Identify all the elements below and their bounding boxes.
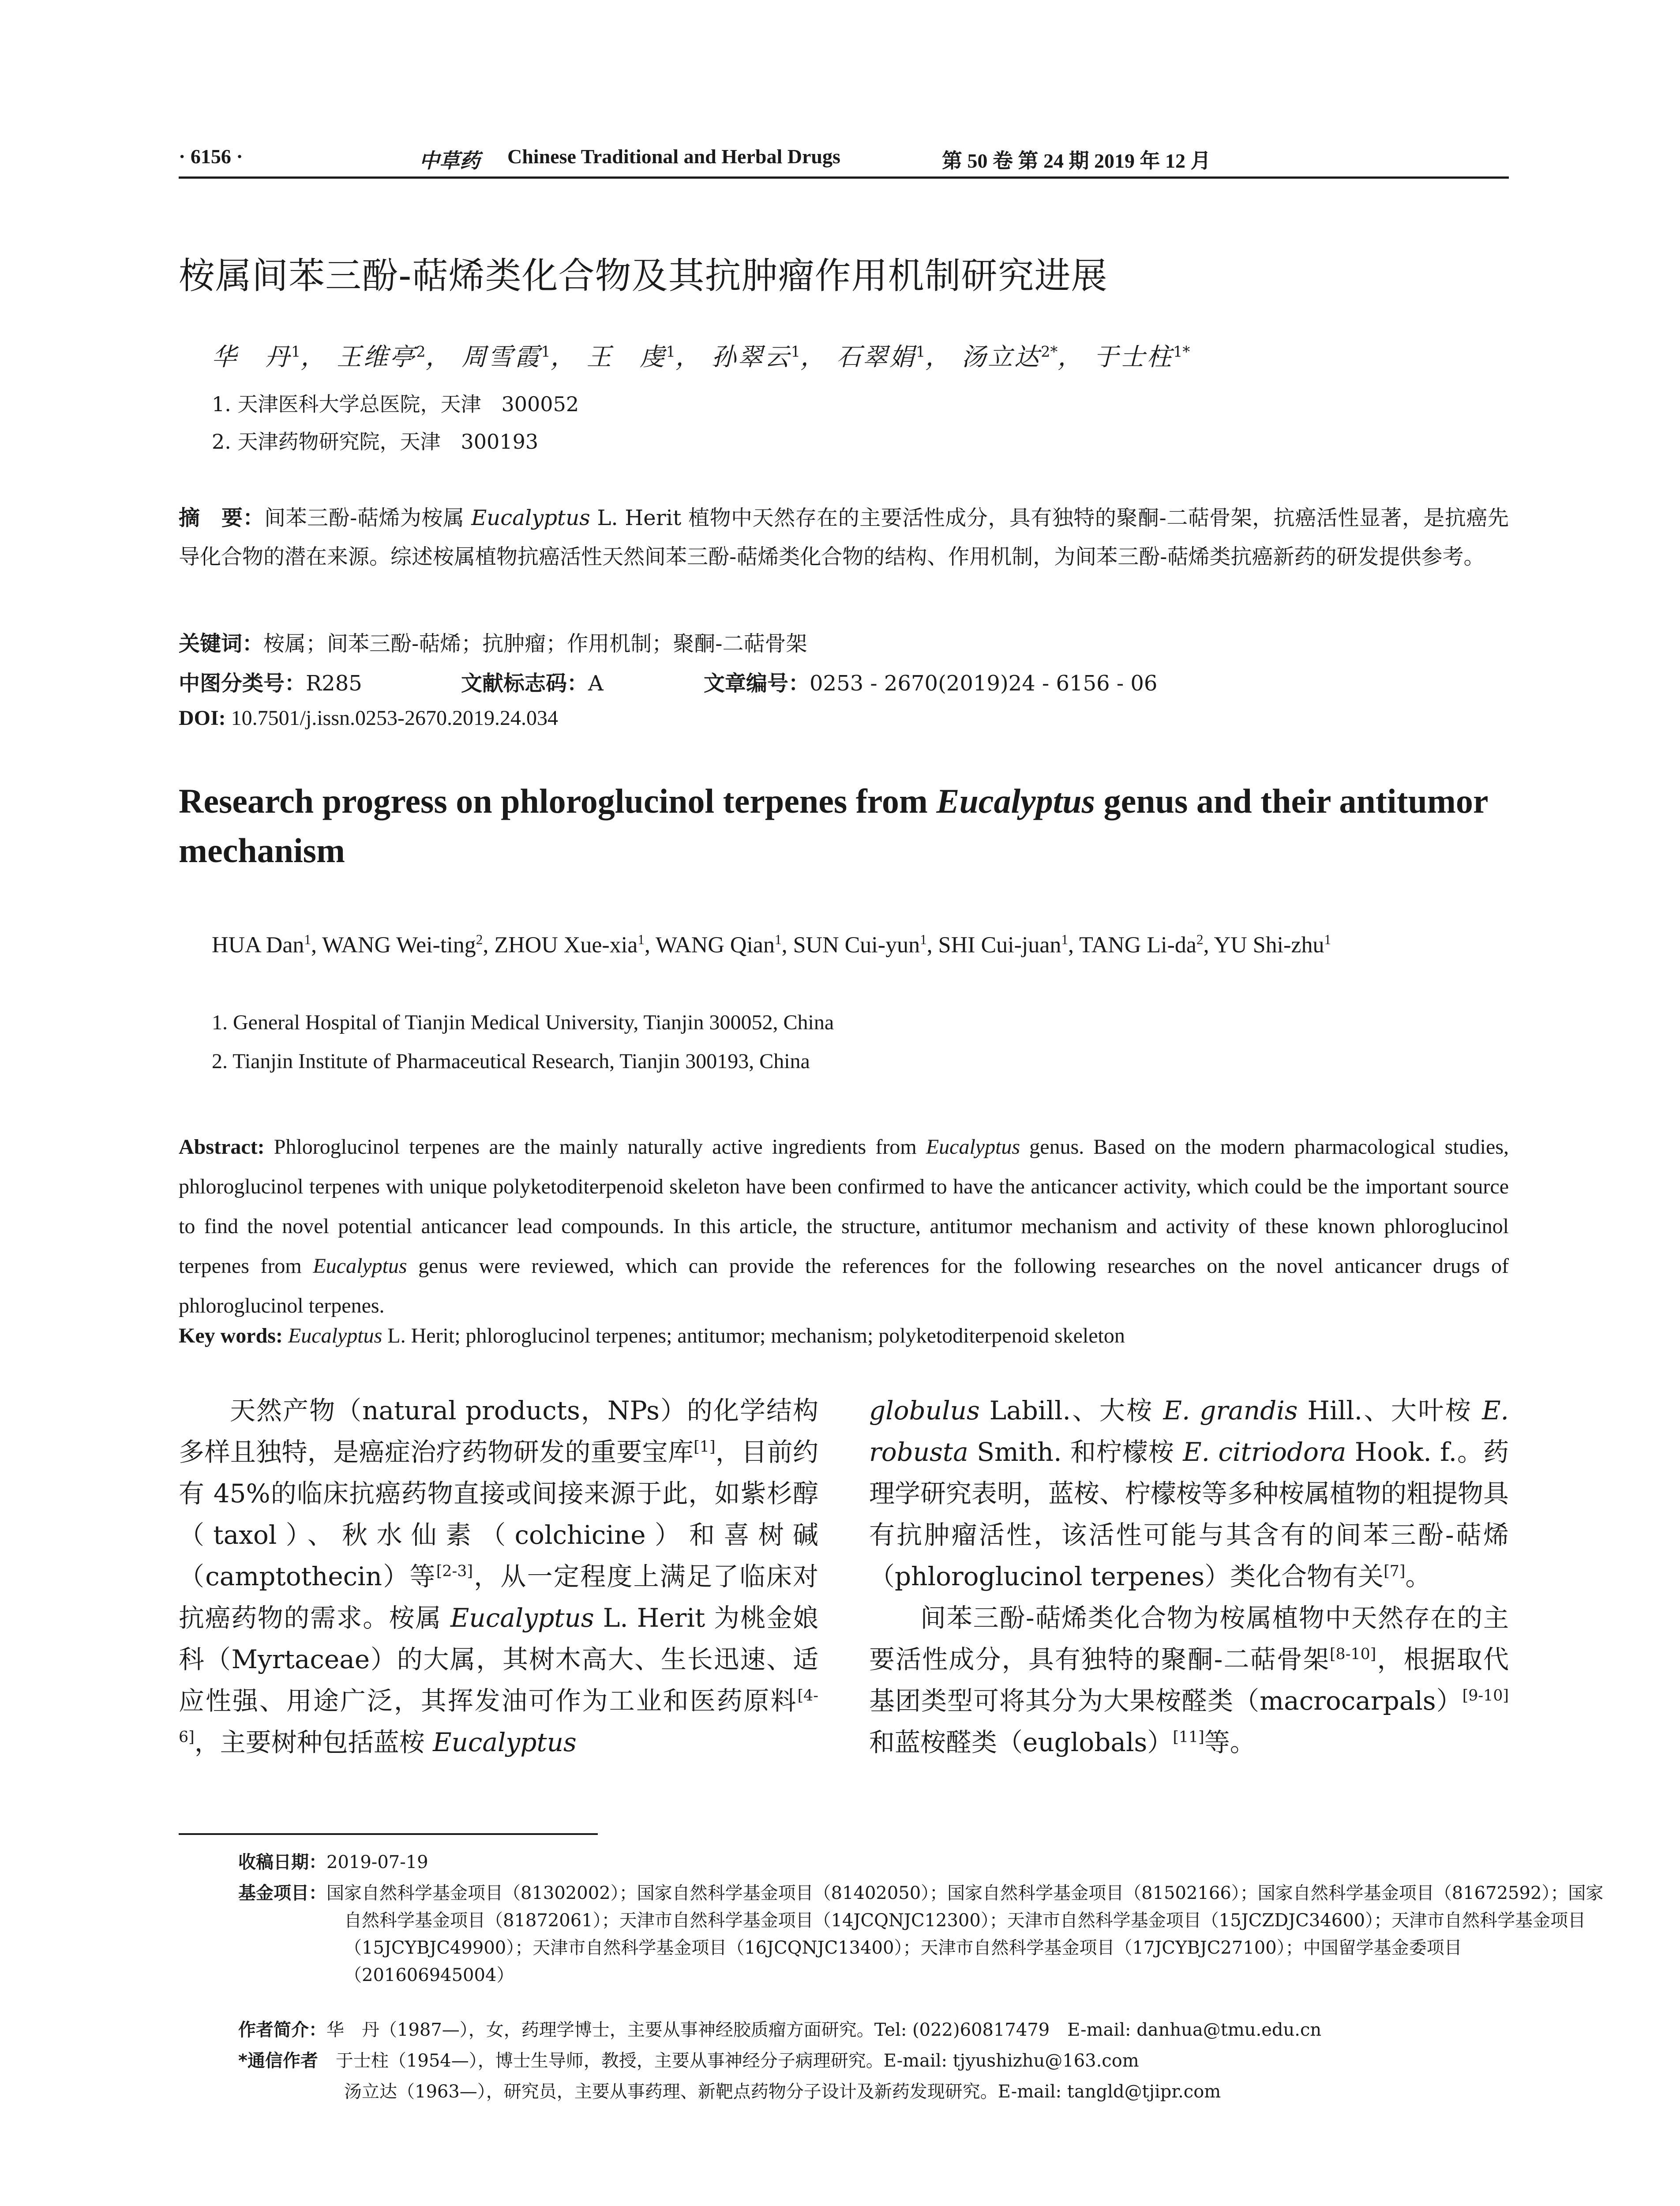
author-cn: 于士柱 bbox=[1094, 343, 1174, 371]
citation-ref[interactable]: [1] bbox=[694, 1438, 716, 1456]
body-text: 天然产物（natural products，NPs）的化学结构多样且独特，是癌症治疗药物研发的重要宝库 bbox=[179, 1396, 818, 1467]
header-rule bbox=[179, 176, 1509, 179]
author-bio-label: 作者简介： bbox=[238, 2020, 326, 2040]
volume-issue: 第 50 卷 第 24 期 2019 年 12 月 bbox=[942, 150, 1211, 172]
title-en-text: Research progress on phloroglucinol terpenes from bbox=[179, 782, 937, 820]
author-en: SUN Cui-yun bbox=[793, 932, 920, 958]
author-en: WANG Qian bbox=[655, 932, 775, 958]
author-aff-mark: 1 bbox=[1324, 932, 1331, 947]
doi-label: DOI: bbox=[179, 706, 226, 730]
author-aff-mark: 2* bbox=[1041, 343, 1058, 360]
author-aff-mark: 2 bbox=[416, 343, 426, 360]
citation-ref[interactable]: [11] bbox=[1173, 1728, 1204, 1746]
body-text: ，从一定程度上满足了临床对抗癌药物的需求。桉属 bbox=[179, 1561, 818, 1633]
keywords-cn-text: 桉属；间苯三酚-萜烯；抗肿瘤；作用机制；聚酮-二萜骨架 bbox=[263, 631, 807, 656]
article-title-cn: 桉属间苯三酚-萜烯类化合物及其抗肿瘤作用机制研究进展 bbox=[179, 255, 1108, 297]
author-aff-mark: 2 bbox=[1196, 932, 1204, 947]
abstract-en bbox=[179, 1127, 1509, 1326]
author-aff-mark: 1 bbox=[541, 343, 551, 360]
keywords-en-text: L. Herit; phloroglucinol terpenes; antitumor; mechanism; polyketoditerpenoid skeleton bbox=[382, 1324, 1125, 1347]
received-label: 收稿日期： bbox=[238, 1852, 326, 1872]
affiliation-cn-1: 1. 天津医科大学总医院，天津 300052 bbox=[212, 392, 579, 416]
genus-name: Eucalyptus bbox=[288, 1324, 382, 1347]
footnote-funding bbox=[238, 1880, 1615, 1989]
body-text: 等。 bbox=[1204, 1727, 1256, 1757]
species-name: E. robusta bbox=[869, 1396, 1509, 1467]
footnote-author bbox=[238, 2016, 1615, 2044]
clc-code bbox=[179, 666, 362, 697]
body-column-right bbox=[869, 1390, 1509, 1763]
abstract-cn-text: 间苯三酚-萜烯为桉属 bbox=[264, 506, 472, 530]
author-aff-mark: 1 bbox=[1061, 932, 1069, 947]
footnote-correspondence bbox=[238, 2047, 1615, 2075]
author-en: SHI Cui-juan bbox=[938, 932, 1061, 958]
body-text: ，根据取代基团类型可将其分为大果桉醛类（macrocarpals） bbox=[869, 1644, 1509, 1716]
body-text: ，主要树种包括蓝桉 bbox=[194, 1727, 433, 1757]
species-name: E. grandis bbox=[1163, 1396, 1298, 1426]
genus-name: Eucalyptus bbox=[471, 506, 590, 530]
body-text: ，目前约有 45%的临床抗癌药物直接或间接来源于此，如紫杉醇（taxol）、秋水仙素（colchicine）和喜树碱（camptothecin）等 bbox=[179, 1437, 818, 1591]
keywords-cn bbox=[179, 627, 807, 657]
journal-name-en: Chinese Traditional and Herbal Drugs bbox=[507, 145, 840, 168]
abstract-en-text: Phloroglucinol terpenes are the mainly naturally active ingredients from bbox=[264, 1135, 926, 1159]
abstract-cn-label: 摘 要： bbox=[179, 506, 265, 530]
fund-label: 基金项目： bbox=[238, 1883, 326, 1903]
abstract-en-text: genus. Based on the modern pharmacological studies, phloroglucinol terpenes with unique polyketoditerpenoid skeleton have been confirmed to have the anticancer activity, which could be the important source to find the novel potential anticancer lead compounds. In this article, the structure, antitumor mechanism and activity of these known phloroglucinol terpenes from bbox=[179, 1135, 1509, 1278]
clc-label: 中图分类号： bbox=[179, 671, 306, 696]
affiliation-en-2: 2. Tianjin Institute of Pharmaceutical Research, Tianjin 300193, China bbox=[212, 1050, 810, 1073]
corr-text: 汤立达（1963—），研究员，主要从事药理、新靶点药物分子设计及新药发现研究。E-mail: tangld@tjipr.com bbox=[344, 2082, 1221, 2102]
abstract-cn-text: L. Herit 植物中天然存在的主要活性成分，具有独特的聚酮-二萜骨架，抗癌活性显著，是抗癌先导化合物的潜在来源。综述桉属植物抗癌活性天然间苯三酚-萜烯类化合物的结构、作用机制，为间苯三酚-萜烯类抗癌新药的研发提供参考。 bbox=[179, 506, 1509, 569]
species-name: globulus bbox=[869, 1396, 980, 1426]
body-paragraph-continued bbox=[869, 1390, 1509, 1597]
footnote-received bbox=[238, 1849, 1509, 1876]
doc-code-value: A bbox=[588, 671, 604, 696]
genus-name: Eucalyptus bbox=[433, 1727, 577, 1757]
author-aff-mark: 1 bbox=[915, 343, 926, 360]
genus-name: Eucalyptus bbox=[450, 1603, 594, 1633]
article-no-label: 文章编号： bbox=[704, 671, 810, 696]
body-paragraph bbox=[179, 1390, 818, 1763]
body-text: 和蓝桉醛类（euglobals） bbox=[869, 1727, 1173, 1757]
doi-value[interactable]: 10.7501/j.issn.0253-2670.2019.24.034 bbox=[231, 706, 559, 730]
footnote-rule bbox=[179, 1833, 598, 1835]
author-cn: 王 虔 bbox=[586, 343, 666, 371]
genus-name: Eucalyptus bbox=[936, 782, 1095, 820]
article-title-en bbox=[179, 777, 1509, 875]
journal-name-cn: 中草药 bbox=[419, 149, 480, 173]
author-aff-mark: 1 bbox=[666, 343, 675, 360]
citation-ref[interactable]: [8-10] bbox=[1329, 1645, 1376, 1663]
footnote-correspondence-2 bbox=[238, 2078, 1615, 2105]
keywords-cn-label: 关键词： bbox=[179, 631, 264, 656]
corr-label: *通信作者 bbox=[238, 2051, 318, 2071]
document-code bbox=[461, 666, 604, 697]
author-en: ZHOU Xue-xia bbox=[494, 932, 638, 958]
body-text: Hill.、大叶桉 bbox=[1298, 1396, 1482, 1426]
fund-text: 国家自然科学基金项目（81302002）；国家自然科学基金项目（81402050）；国家自然科学基金项目（81502166）；国家自然科学基金项目（81672592）；国家自然科学基金项目（81872061）；天津市自然科学基金项目（14JCQNJC12300）；天津市自然科学基金项目（15JCZDJC34600）；天津市自然科学基金项目（15JCYBJC49900）；天津市自然科学基金项目（16JCQNJC13400）；天津市自然科学基金项目（17JCYBJC27100）；中国留学基金委项目（201606945004） bbox=[326, 1883, 1604, 1985]
author-cn: 华 丹 bbox=[212, 343, 291, 371]
genus-name: Eucalyptus bbox=[313, 1254, 407, 1278]
body-text: Labill.、大桉 bbox=[979, 1396, 1163, 1426]
article-number bbox=[704, 666, 1157, 697]
classification-row bbox=[179, 666, 1509, 696]
body-paragraph bbox=[869, 1597, 1509, 1763]
author-aff-mark: 2 bbox=[476, 932, 483, 947]
title-en-text: genus and their antitumor mechanism bbox=[179, 782, 1488, 870]
author-list-en: HUA Dan$^1$, WANG Wei-ting$^2$, ZHOU Xue-xia$^1$, WANG Qian$^1$, SUN Cui-yun$^1$, SHI Cui-juan$^1$, TANG $Li-da^2$, YU Shi-zhu$^1$ bbox=[212, 932, 1331, 958]
author-bio-text: 华 丹（1987—），女，药理学博士，主要从事神经胶质瘤方面研究。Tel: (022)60817479 E-mail: danhua@tmu.edu.cn bbox=[326, 2020, 1322, 2040]
author-aff-mark: 1 bbox=[920, 932, 927, 947]
article-no-value: 0253 - 2670(2019)24 - 6156 - 06 bbox=[810, 671, 1158, 696]
clc-value: R285 bbox=[306, 671, 362, 696]
author-cn: 孙翠云 bbox=[711, 343, 791, 371]
citation-ref[interactable]: [9-10] bbox=[1462, 1687, 1509, 1705]
abstract-cn bbox=[179, 499, 1509, 576]
genus-name: Eucalyptus bbox=[926, 1135, 1020, 1159]
author-aff-mark: 1* bbox=[1173, 343, 1190, 360]
author-aff-mark: 1 bbox=[304, 932, 311, 947]
body-text: Hook. f.。药理学研究表明，蓝桉、柠檬桉等多种桉属植物的粗提物具有抗肿瘤活性，该活性可能与其含有的间苯三酚-萜烯（phloroglucinol terpenes）类化合物有关 bbox=[869, 1437, 1509, 1591]
author-list-cn: 华 丹$^1$， 王维亭$^2$， 周雪霞$^1$， 王 虔$^1$， 孙翠云$^1$， 石翠娟$^1$， 汤立达$^{2*}$， 于士柱$^{1*}$ bbox=[212, 343, 1190, 371]
citation-ref[interactable]: [2-3] bbox=[436, 1562, 473, 1580]
species-name: E. citriodora bbox=[1183, 1437, 1346, 1467]
doi-line bbox=[179, 706, 558, 730]
keywords-en-label: Key words: bbox=[179, 1324, 283, 1347]
body-column-left bbox=[179, 1390, 818, 1763]
received-date: 2019-07-19 bbox=[326, 1852, 428, 1872]
author-en: HUA Dan bbox=[212, 932, 304, 958]
keywords-en bbox=[179, 1324, 1509, 1348]
abstract-en-label: Abstract: bbox=[179, 1135, 265, 1159]
body-text: L. Herit 为桃金娘科（Myrtaceae）的大属，其树木高大、生长迅速、适应性强、用途广泛，其挥发油可作为工业和医药原料 bbox=[179, 1603, 819, 1716]
page-number: · 6156 · bbox=[179, 145, 243, 168]
body-text: 。 bbox=[1405, 1561, 1431, 1591]
author-cn: 周雪霞 bbox=[461, 343, 541, 371]
author-aff-mark: 1 bbox=[791, 343, 801, 360]
affiliation-en-1: 1. General Hospital of Tianjin Medical University, Tianjin 300052, China bbox=[212, 1011, 834, 1034]
author-aff-mark: 1 bbox=[638, 932, 645, 947]
author-cn: 王维亭 bbox=[337, 343, 416, 371]
affiliation-cn-2: 2. 天津药物研究院，天津 300193 bbox=[212, 430, 539, 454]
author-aff-mark: 1 bbox=[291, 343, 301, 360]
citation-ref[interactable]: [4-6] bbox=[179, 1687, 818, 1746]
author-cn: 石翠娟 bbox=[836, 343, 916, 371]
abstract-en-text: genus were reviewed, which can provide the references for the following researches on the novel anticancer drugs of phloroglucinol terpenes. bbox=[179, 1254, 1509, 1317]
author-cn: 汤立达 bbox=[961, 343, 1041, 371]
doc-code-label: 文献标志码： bbox=[461, 671, 589, 696]
citation-ref[interactable]: [7] bbox=[1384, 1562, 1406, 1580]
author-aff-mark: 1 bbox=[775, 932, 782, 947]
body-text: 间苯三酚-萜烯类化合物为桉属植物中天然存在的主要活性成分，具有独特的聚酮-二萜骨架 bbox=[869, 1603, 1509, 1674]
corr-text: 于士柱（1954—），博士生导师，教授，主要从事神经分子病理研究。E-mail: tjyushizhu@163.com bbox=[335, 2051, 1139, 2071]
author-en: TANG Li-da bbox=[1079, 932, 1196, 958]
author-en: YU Shi-zhu bbox=[1214, 932, 1324, 958]
body-text: Smith. 和柠檬桉 bbox=[968, 1437, 1183, 1467]
running-header bbox=[179, 140, 1502, 175]
author-en: WANG Wei-ting bbox=[322, 932, 476, 958]
